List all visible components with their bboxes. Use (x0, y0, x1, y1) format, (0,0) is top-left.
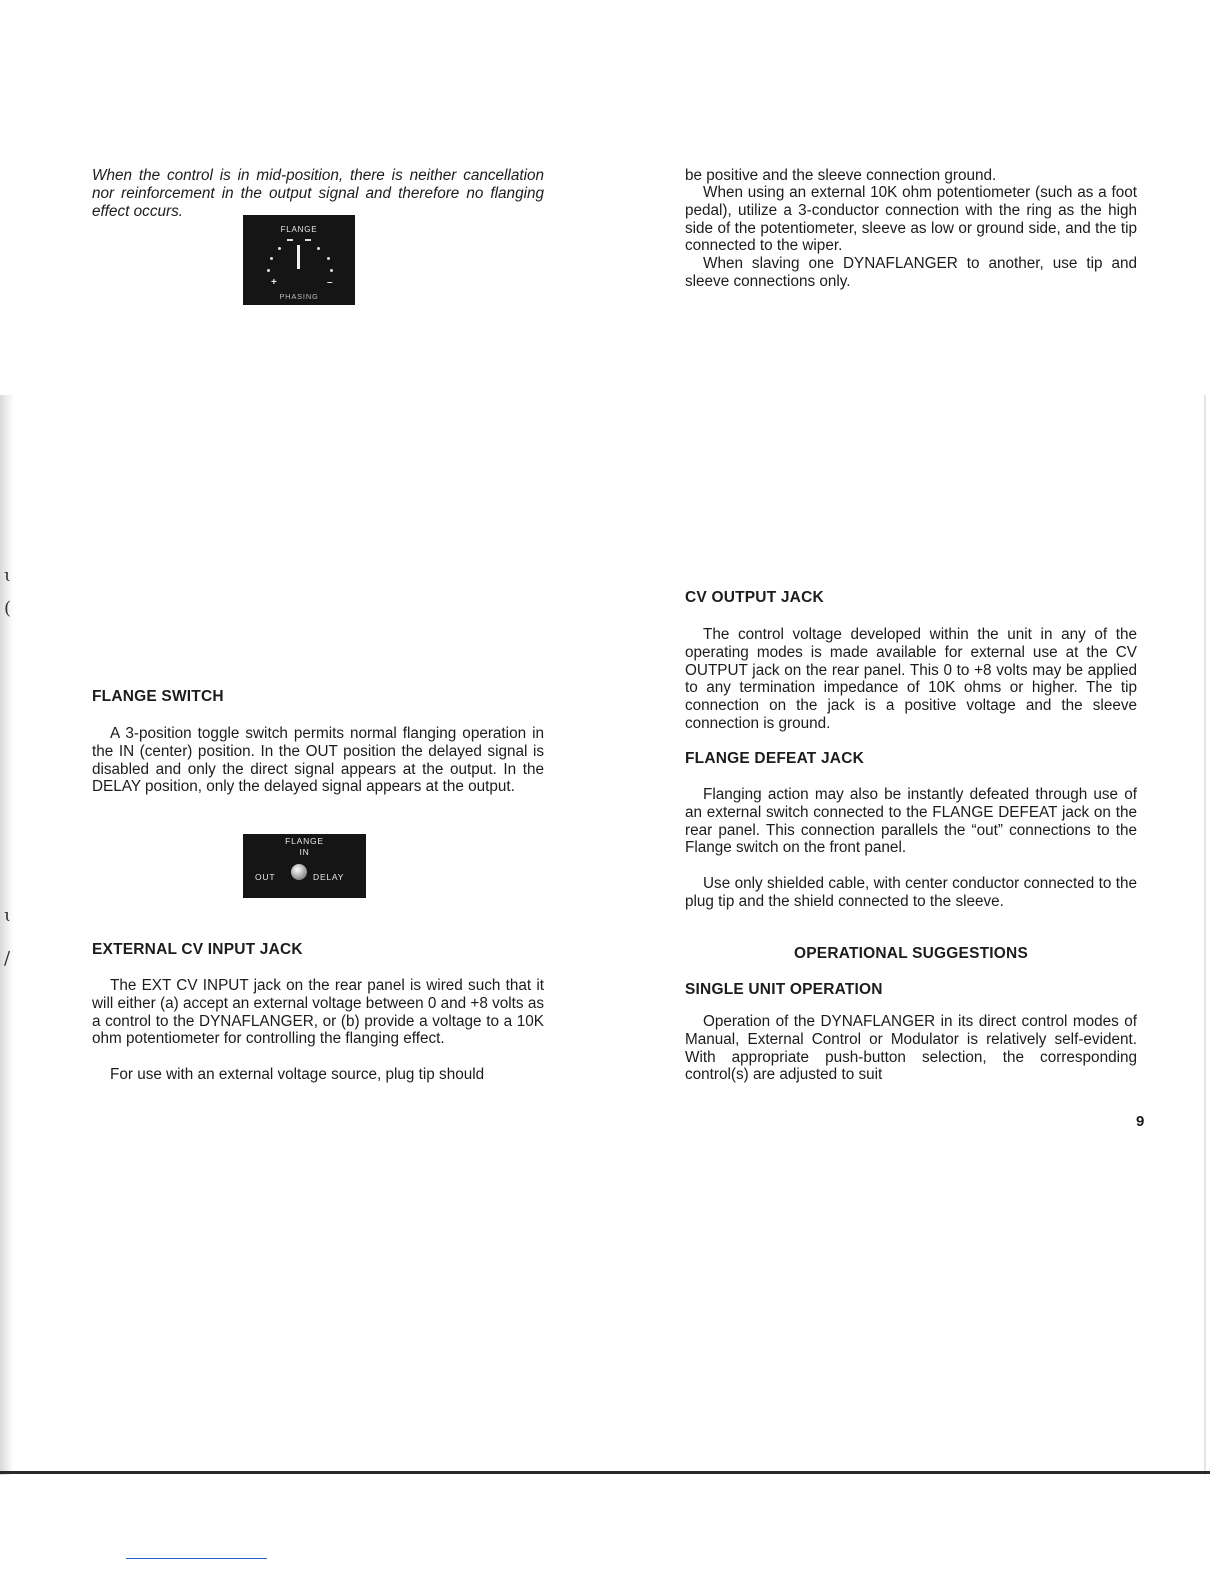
flange-switch-illustration (243, 834, 366, 898)
switch-out-label: OUT (255, 872, 276, 882)
flange-label: FLANGE (280, 225, 318, 234)
bottom-rule (0, 1471, 1210, 1474)
scale-dot (278, 247, 281, 250)
cv-output-heading: CV OUTPUT JACK (685, 589, 824, 606)
potentiometer-paragraph: When using an external 10K ohm potentiometer (such as a foot pedal), utilize a 3-conductor connection with the ring as the high side of the potentiometer, sleeve as low or ground side, and the tip connected to the wiper. (685, 184, 1137, 255)
flange-control-illustration (243, 215, 355, 305)
scale-dot (330, 269, 333, 272)
continuation-paragraph: be positive and the sleeve connection ground. (685, 167, 997, 184)
flange-defeat-heading: FLANGE DEFEAT JACK (685, 750, 864, 767)
page-number: 9 (1136, 1113, 1145, 1130)
bottom-link-line (126, 1558, 267, 1559)
flange-defeat-paragraph: Flanging action may also be instantly defeated through use of an external switch connected to the FLANGE DEFEAT jack on the rear panel. This connection parallels the “out” connections to the Flange switch on the front panel. (685, 786, 1137, 857)
edge-mark: ( (4, 598, 12, 619)
cv-output-paragraph: The control voltage developed within the unit in any of the operating modes is made available for external use at the CV OUTPUT jack on the rear panel. This 0 to +8 volts may be applied to any termination impedance of 10K ohms or higher. The tip connection on the jack is a positive voltage and the sleeve connection is ground. (685, 626, 1137, 732)
page-edge-right (1204, 395, 1206, 1475)
scale-tick (305, 239, 311, 241)
flange-switch-paragraph: A 3-position toggle switch permits normal flanging operation in the IN (center) position. In the OUT position the delayed signal is disabled and only the direct signal appears at the output. In the DELAY position, only the delayed signal appears at the output. (92, 725, 544, 796)
slaving-paragraph: When slaving one DYNAFLANGER to another, use tip and sleeve connections only. (685, 255, 1137, 290)
scale-dot (267, 269, 270, 272)
edge-mark: ɩ (4, 565, 12, 586)
scale-tick (287, 239, 293, 241)
single-unit-heading: SINGLE UNIT OPERATION (685, 981, 883, 998)
intro-paragraph: When the control is in mid-position, there is neither cancellation nor reinforcement in the output signal and therefore no flanging effect occurs. (92, 167, 544, 220)
flange-switch-heading: FLANGE SWITCH (92, 688, 224, 705)
operational-suggestions-heading: OPERATIONAL SUGGESTIONS (794, 945, 1028, 962)
switch-delay-label: DELAY (313, 872, 345, 882)
scale-dot (270, 257, 273, 260)
single-unit-paragraph: Operation of the DYNAFLANGER in its direct control modes of Manual, External Control or Modulator is relatively self-evident. With appropriate push-button selection, the corresponding control(s) are adjusted to suit (685, 1013, 1137, 1084)
shielded-cable-paragraph: Use only shielded cable, with center conductor connected to the plug tip and the shield connected to the sleeve. (685, 875, 1137, 910)
edge-mark: ɩ (4, 905, 12, 926)
ext-cv-heading: EXTERNAL CV INPUT JACK (92, 941, 303, 958)
plus-mark: + (271, 277, 277, 288)
knob-pointer (297, 245, 300, 269)
scale-dot (327, 257, 330, 260)
ext-cv-paragraph-2: For use with an external voltage source, plug tip should (110, 1066, 485, 1083)
scale-dot (317, 247, 320, 250)
ext-cv-paragraph: The EXT CV INPUT jack on the rear panel is wired such that it will either (a) accept an external voltage between 0 and +8 volts as a control to the DYNAFLANGER, or (b) provide a voltage to a 10K ohm potentiometer for controlling the flanging effect. (92, 977, 544, 1048)
minus-mark: – (327, 277, 333, 288)
edge-mark: / (4, 948, 11, 969)
phasing-label: PHASING (279, 292, 319, 301)
switch-in-label: IN (299, 847, 310, 857)
switch-flange-label: FLANGE (285, 836, 324, 846)
page-edge-shadow (0, 395, 14, 1475)
toggle-knob-icon (291, 864, 307, 880)
